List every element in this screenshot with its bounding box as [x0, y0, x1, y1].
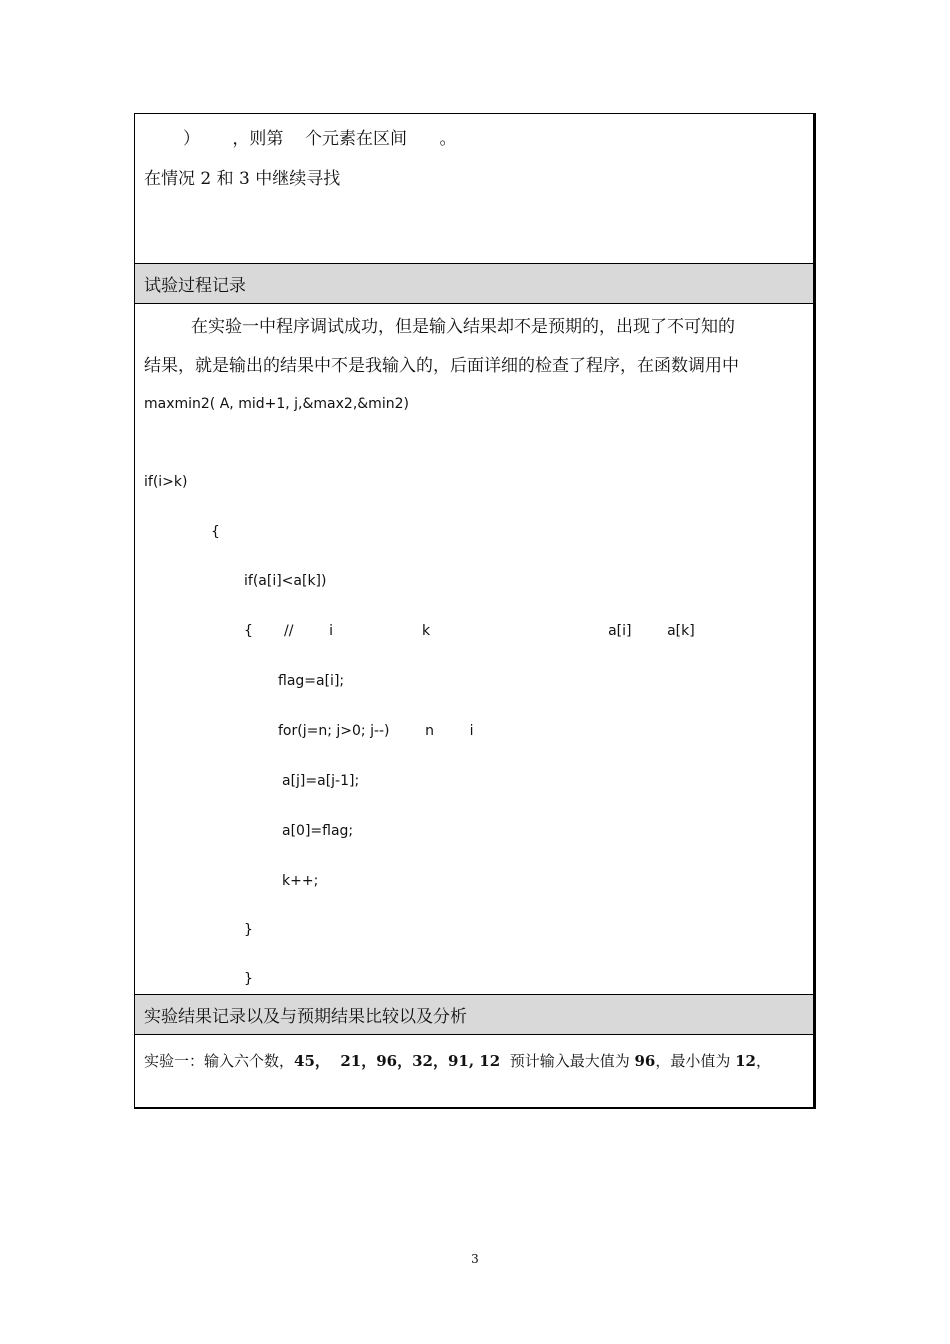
continue-search-text: 在情况 2 和 3 中继续寻找: [144, 169, 341, 189]
code-line: if(a[i]<a[k]): [244, 573, 327, 589]
code-line: flag=a[i];: [278, 673, 345, 689]
min-value: 12: [735, 1052, 756, 1070]
interval-text: ） ，则第 个元素在区间 。: [183, 129, 457, 149]
process-record-title: 试验过程记录: [144, 276, 246, 296]
result-mid2: ，最小值为: [655, 1052, 736, 1070]
experiment-result-line: [144, 1051, 771, 1071]
input-numbers: 45， 21，96，32，91, 12: [294, 1052, 501, 1070]
results-header: [135, 994, 813, 1035]
code-line: k++;: [282, 873, 319, 889]
code-line: }: [244, 922, 253, 938]
code-line: a[j]=a[j-1];: [282, 773, 360, 789]
result-prefix: 实验一：输入六个数，: [144, 1052, 295, 1070]
process-paragraph-1: 在实验一中程序调试成功，但是输入结果却不是预期的，出现了不可知的: [191, 317, 735, 337]
experiment-table: [134, 113, 816, 1109]
process-record-header: [135, 263, 813, 304]
result-mid: 预计输入最大值为: [500, 1052, 635, 1070]
max-value: 96: [634, 1052, 656, 1070]
page-number: 3: [471, 1252, 479, 1266]
results-title: 实验结果记录以及与预期结果比较以及分析: [144, 1007, 467, 1027]
code-line: a[0]=flag;: [282, 823, 354, 839]
code-line: {: [211, 524, 220, 540]
code-function-call: maxmin2( A, mid+1, j,&max2,&min2): [144, 396, 409, 412]
result-end: ，: [756, 1052, 772, 1070]
process-paragraph-2: 结果，就是输出的结果中不是我输入的，后面详细的检查了程序，在函数调用中: [144, 356, 739, 376]
code-line: { // i k a[i] a[k]: [244, 623, 695, 639]
code-line: for(j=n; j>0; j--) n i: [278, 723, 474, 739]
code-line: }: [244, 971, 253, 987]
code-line: if(i>k): [144, 474, 188, 490]
